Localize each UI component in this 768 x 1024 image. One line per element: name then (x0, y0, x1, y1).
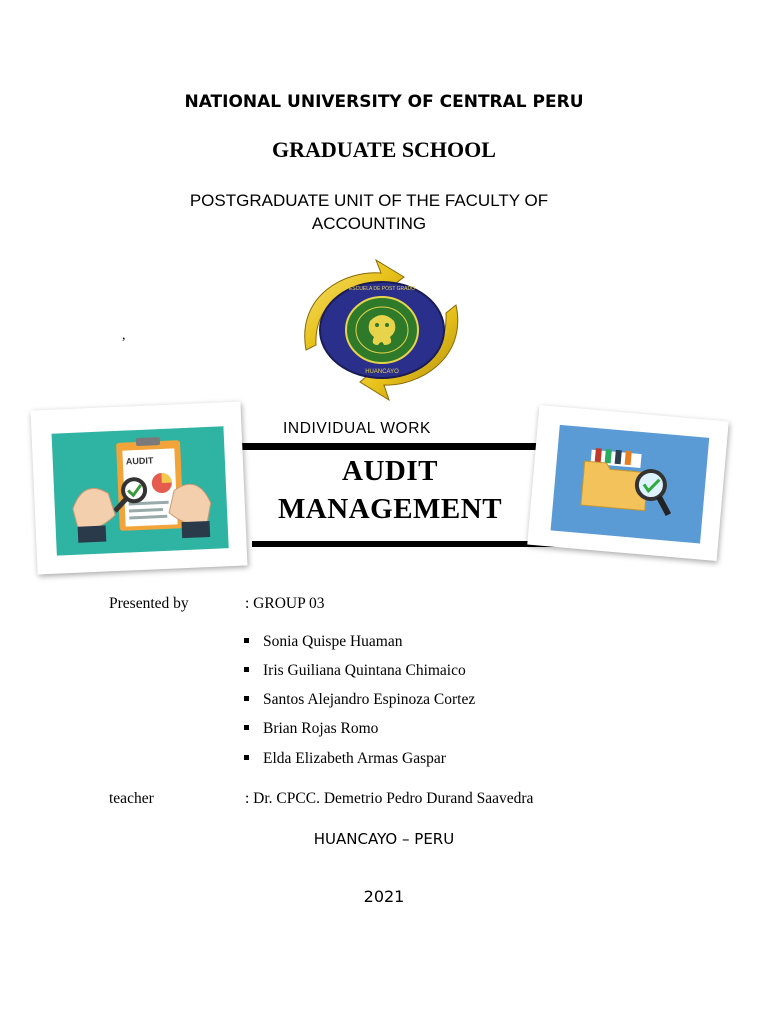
member-name: Brian Rojas Romo (263, 720, 379, 737)
list-item (244, 750, 446, 768)
audit-illustration-frame (31, 401, 248, 574)
stray-comma: , (122, 328, 126, 343)
bullet-icon (244, 725, 249, 730)
university-logo (286, 255, 476, 405)
audit-label: AUDIT (125, 455, 154, 467)
teacher-label: teacher (109, 790, 154, 807)
logo-bottom-text: HUANCAYO (365, 369, 399, 375)
list-item (244, 720, 378, 738)
bullet-icon (244, 755, 249, 760)
list-item (244, 691, 475, 709)
member-name: Iris Guiliana Quintana Chimaico (263, 662, 466, 679)
document-title (250, 452, 530, 528)
audit-illustration (31, 401, 248, 574)
faculty-unit (184, 189, 554, 235)
title-line1: AUDIT (342, 455, 438, 487)
presented-by-label: Presented by (109, 595, 189, 612)
member-name: Santos Alejandro Espinoza Cortez (263, 691, 476, 708)
banner-top-rule (238, 443, 558, 450)
faculty-unit-line2: ACCOUNTING (311, 214, 427, 233)
work-type: INDIVIDUAL WORK (283, 420, 431, 437)
logo-top-text: ESCUELA DE POST GRADO (348, 286, 416, 292)
group-value: : GROUP 03 (245, 595, 325, 612)
bullet-icon (244, 667, 249, 672)
bullet-icon (244, 638, 249, 643)
city-country: HUANCAYO – PERU (313, 830, 455, 848)
faculty-unit-line1: POSTGRADUATE UNIT OF THE FACULTY OF (189, 191, 549, 210)
bullet-icon (244, 696, 249, 701)
title-line2: MANAGEMENT (277, 493, 503, 525)
teacher-value: : Dr. CPCC. Demetrio Pedro Durand Saavedra (245, 790, 534, 807)
year: 2021 (363, 887, 405, 906)
folder-illustration-frame (527, 405, 728, 561)
university-name: NATIONAL UNIVERSITY OF CENTRAL PERU (184, 92, 584, 112)
list-item (244, 633, 402, 651)
member-name: Elda Elizabeth Armas Gaspar (263, 750, 446, 767)
graduate-school-title: GRADUATE SCHOOL (272, 137, 496, 162)
member-name: Sonia Quispe Huaman (263, 633, 403, 650)
folder-illustration (527, 405, 728, 561)
list-item (244, 662, 466, 680)
